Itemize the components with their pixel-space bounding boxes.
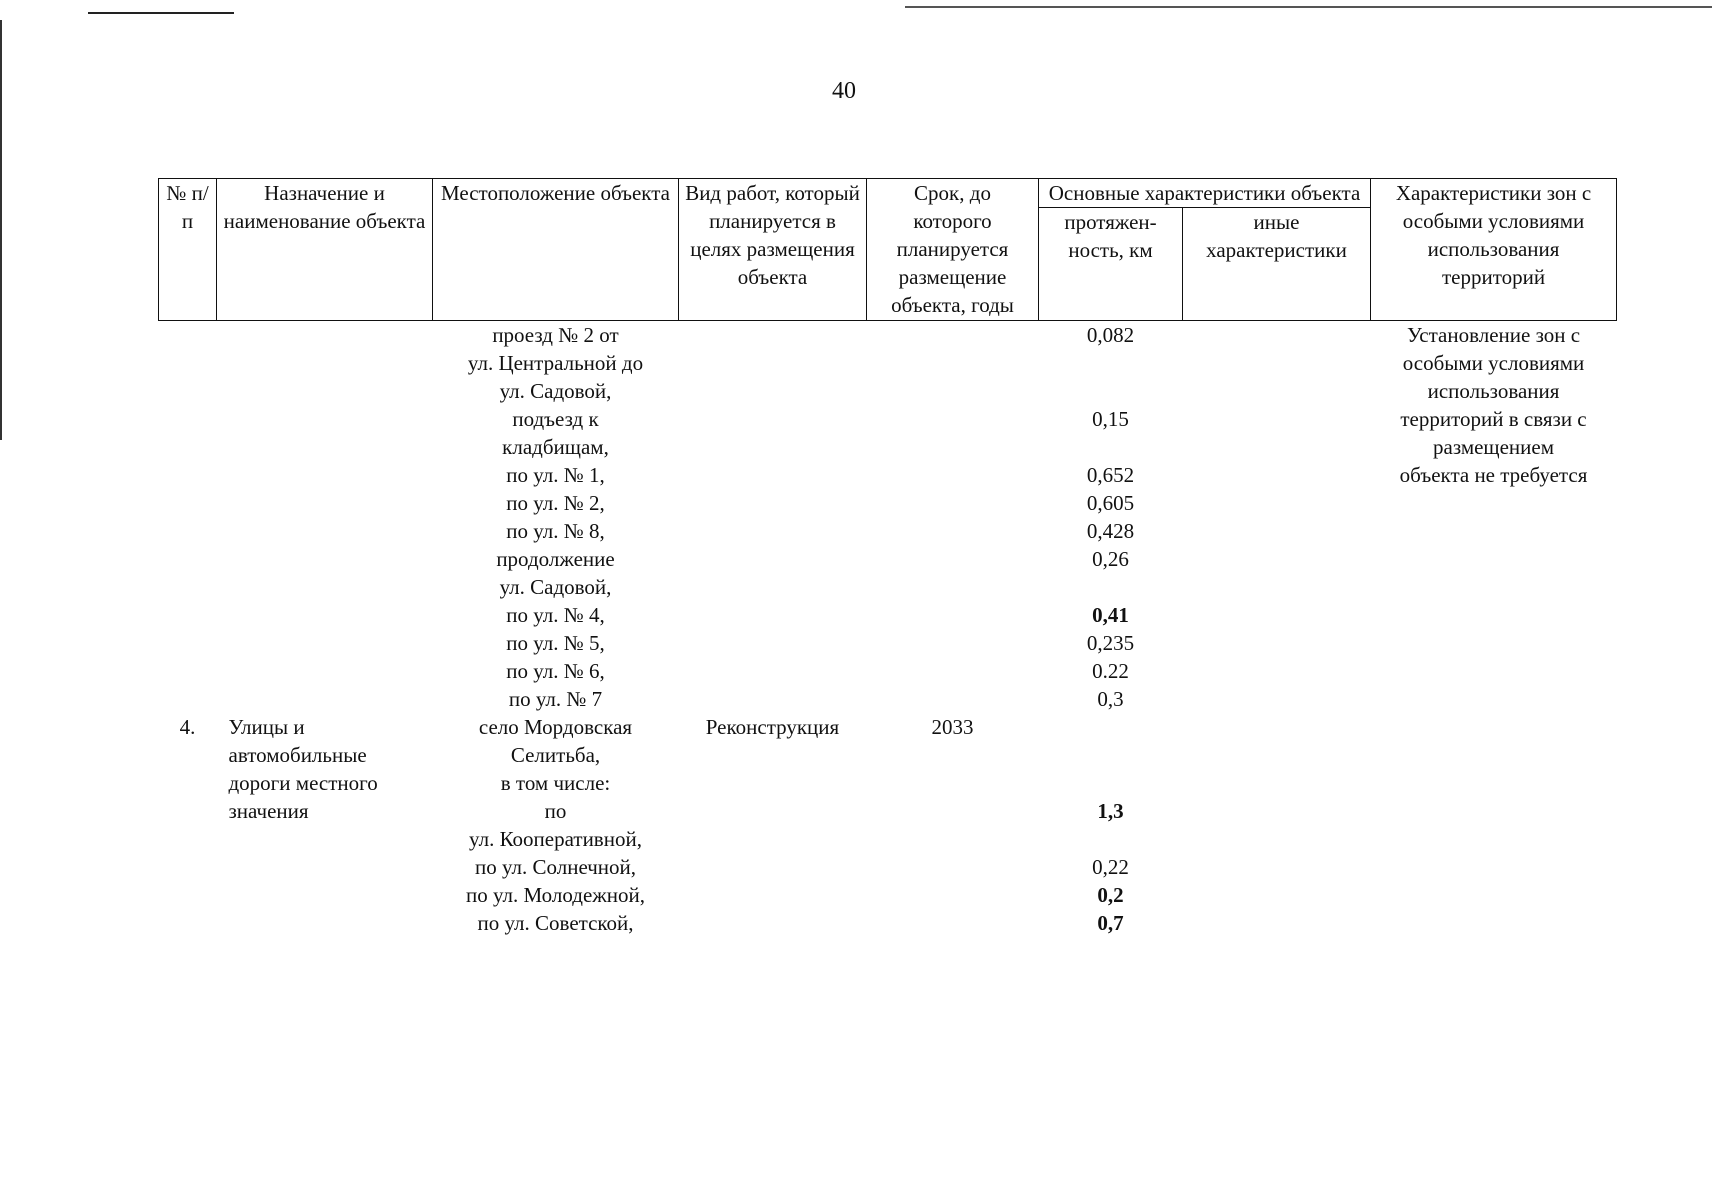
location-line: ул. Кооперативной, [469,827,642,851]
location-line: ул. Садовой, [499,379,612,403]
location-line: по ул. Солнечной, [474,855,637,879]
header-work-type: Вид работ, который планируется в целях размещения объекта [679,179,867,321]
row-location-cell [433,321,679,938]
table-row [159,321,1617,938]
length-value: 0,235 [1086,631,1135,655]
name-line: автомобильные [228,743,367,767]
name-line: Улицы и [228,715,305,739]
location-line: по ул. Молодежной, [465,883,646,907]
term-value: 2033 [931,715,974,739]
location-line: село Мордовская [478,715,633,739]
row-number: 4. [179,715,196,739]
header-num: № п/п [159,179,217,321]
length-value: 0,428 [1086,519,1135,543]
length-value [1039,713,1183,741]
location-line: по ул. № 7 [508,687,603,711]
header-term: Срок, до которого планируется размещение объекта, годы [867,179,1039,321]
length-value: 0,15 [1092,407,1129,431]
header-length: протяжен-ность, км [1039,208,1183,321]
header-other: иные характеристики [1183,208,1371,321]
location-line: продолжение [496,547,615,571]
row-zones-cell [1371,321,1617,938]
length-value [1039,433,1183,461]
length-value: 0,652 [1086,463,1135,487]
header-main-characteristics: Основные характеристики объекта [1039,179,1371,208]
name-line: значения [228,799,309,823]
location-line: по ул. № 6, [506,659,605,683]
row-length-cell [1039,321,1183,938]
length-value [1039,825,1183,853]
length-value: 0,3 [1097,687,1124,711]
location-line: подъезд к [512,407,599,431]
name-line: дороги местного [228,771,378,795]
length-value: 0.22 [1092,659,1129,683]
length-value: 0,22 [1092,855,1129,879]
row-term-cell [867,321,1039,938]
location-line: в том числе: [500,771,611,795]
location-line: по ул. № 8, [506,519,605,543]
row-other-cell [1183,321,1371,938]
location-line: ул. Центральной до [467,351,644,375]
location-line: по ул. № 4, [506,603,605,627]
zones-line: особыми условиями [1402,351,1585,375]
location-line: проезд № 2 от [492,323,619,347]
location-line: по ул. № 5, [506,631,605,655]
work-type-value: Реконструкция [705,715,840,739]
location-line: Селитьба, [510,743,601,767]
length-value: 0,26 [1092,547,1129,571]
length-value [1039,769,1183,797]
header-name: Назначение и наименование объекта [217,179,433,321]
length-value: 0,7 [1097,911,1124,935]
length-value: 1,3 [1097,799,1124,823]
length-value [1039,377,1183,405]
zones-line: использования [1427,379,1560,403]
location-line: ул. Садовой, [499,575,612,599]
row-num-cell [159,321,217,938]
length-value: 0,41 [1092,603,1129,627]
zones-line: Установление зон с [1406,323,1581,347]
length-value: 0,2 [1097,883,1124,907]
header-location: Местоположение объекта [433,179,679,321]
length-value: 0,605 [1086,491,1135,515]
location-line: по ул. № 2, [506,491,605,515]
row-name-cell [217,321,433,938]
header-zones: Характеристики зон с особыми условиями использования территорий [1371,179,1617,321]
zones-line: объекта не требуется [1399,463,1588,487]
scan-mark-top-left [88,12,234,14]
length-value [1039,349,1183,377]
location-line: кладбищам, [502,435,609,459]
planning-table [158,178,1617,937]
zones-line: территорий в связи с [1400,407,1587,431]
zones-line: размещением [1433,435,1555,459]
location-line: по ул. Советской, [477,911,634,935]
length-value [1039,741,1183,769]
row-work-type-cell [679,321,867,938]
page-number: 40 [832,78,856,104]
location-line: по ул. № 1, [506,463,605,487]
scan-mark-top-right [905,6,1712,8]
location-line: по [544,799,567,823]
length-value: 0,082 [1086,323,1135,347]
length-value [1039,573,1183,601]
